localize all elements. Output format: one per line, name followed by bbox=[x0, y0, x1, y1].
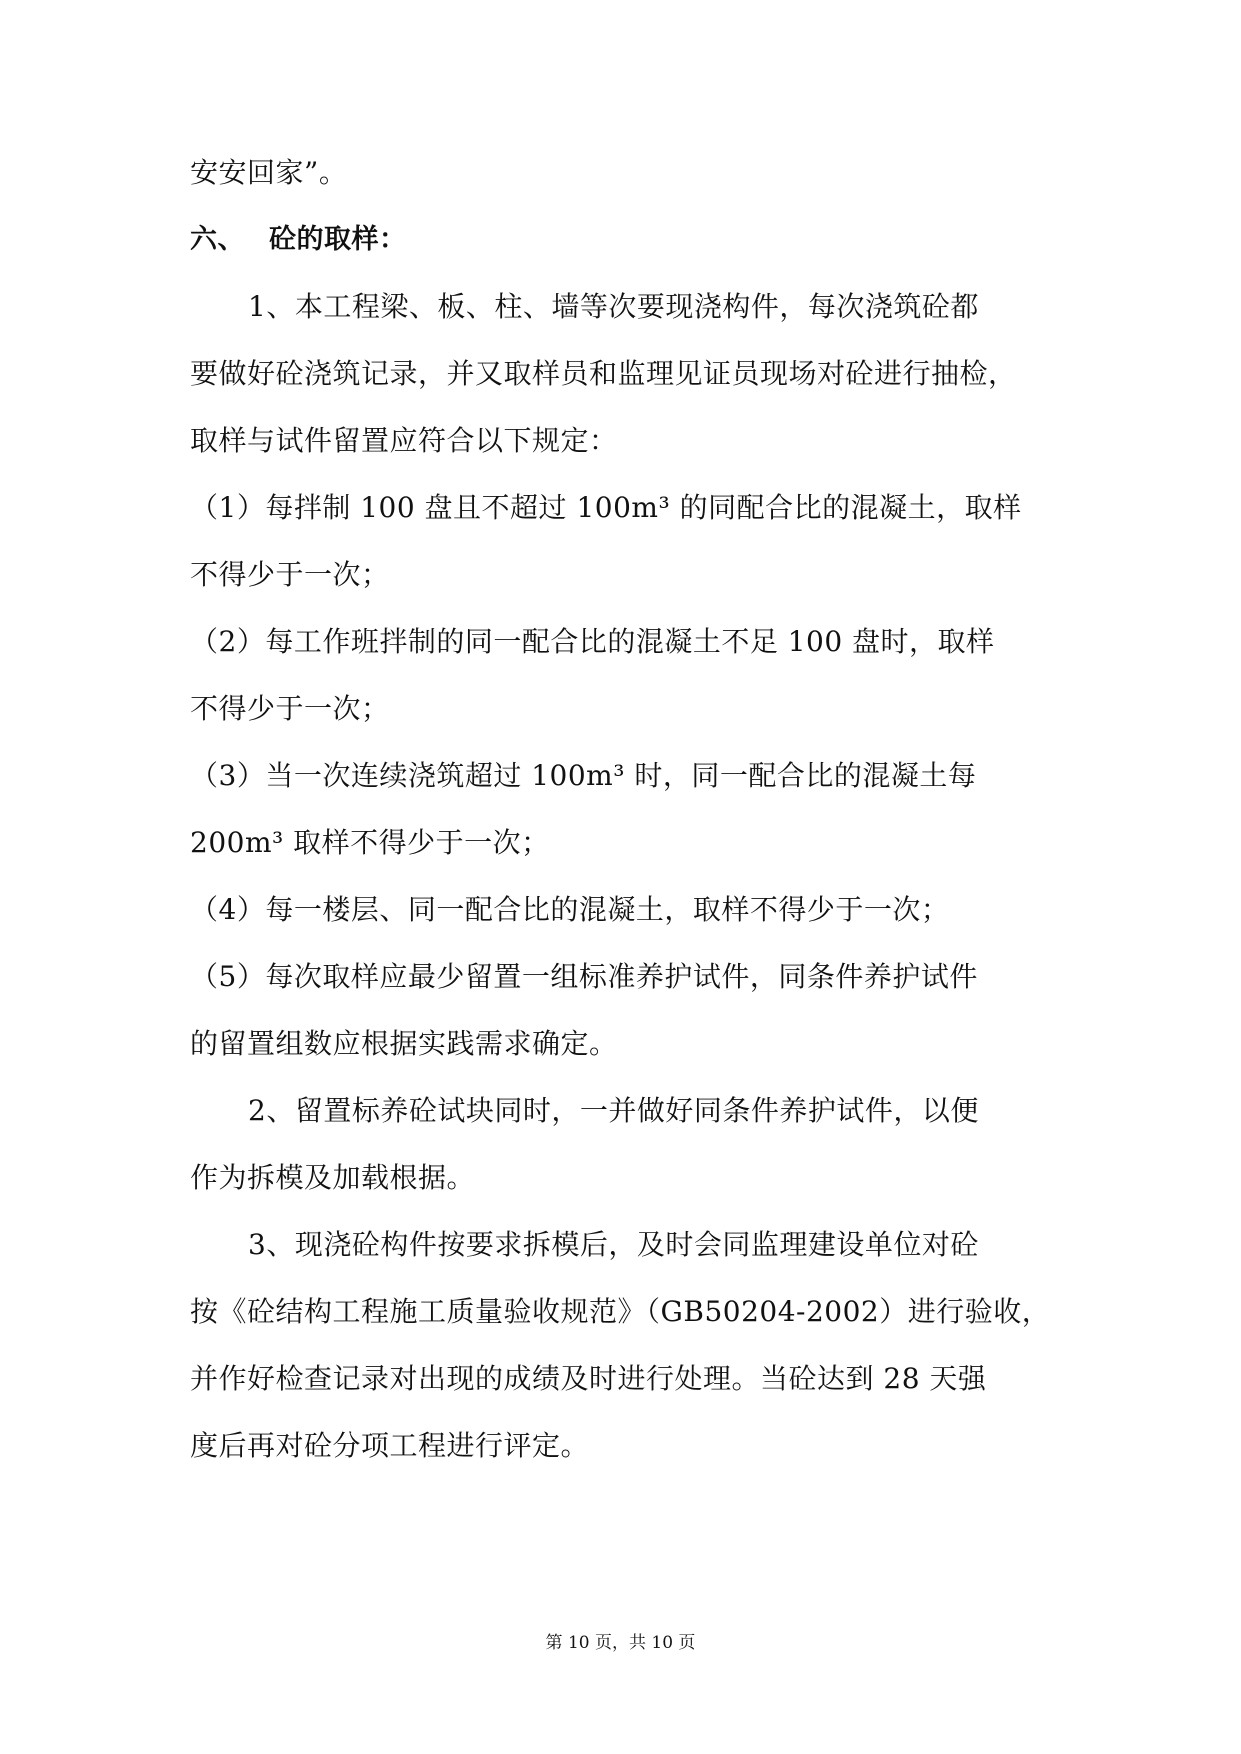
text-line: 安安回家”。 bbox=[190, 156, 348, 189]
text-line: 作为拆模及加载根据。 bbox=[190, 1161, 476, 1194]
text-line: 3、现浇砼构件按要求拆模后，及时会同监理建设单位对砼 bbox=[248, 1228, 979, 1261]
section-heading bbox=[190, 222, 1060, 258]
text-line: （5）每次取样应最少留置一组标准养护试件，同条件养护试件 bbox=[190, 960, 978, 993]
text-line: 的留置组数应根据实践需求确定。 bbox=[190, 1027, 618, 1060]
text-line: （1）每拌制 100 盘且不超过 100m³ 的同配合比的混凝土，取样 bbox=[190, 491, 1022, 524]
text-line: （2）每工作班拌制的同一配合比的混凝土不足 100 盘时，取样 bbox=[190, 625, 995, 658]
text-line: 取样与试件留置应符合以下规定： bbox=[190, 424, 618, 457]
text-line: 不得少于一次； bbox=[190, 692, 390, 725]
text-line: 2、留置标养砼试块同时，一并做好同条件养护试件，以便 bbox=[248, 1094, 979, 1127]
text-line: 1、本工程梁、板、柱、墙等次要现浇构件，每次浇筑砼都 bbox=[248, 290, 979, 323]
section-title: 砼的取样： bbox=[269, 224, 407, 255]
text-line: 度后再对砼分项工程进行评定。 bbox=[190, 1429, 590, 1462]
text-line: 并作好检查记录对出现的成绩及时进行处理。当砼达到 28 天强 bbox=[190, 1362, 987, 1395]
text-line: 不得少于一次； bbox=[190, 558, 390, 591]
document-body bbox=[190, 155, 1060, 1464]
text-line: （4）每一楼层、同一配合比的混凝土，取样不得少于一次； bbox=[190, 893, 950, 926]
section-number: 六、 bbox=[190, 224, 245, 255]
text-line: （3）当一次连续浇筑超过 100m³ 时，同一配合比的混凝土每 bbox=[190, 759, 977, 792]
page-footer: 第 10 页，共 10 页 bbox=[545, 1633, 696, 1653]
text-line: 要做好砼浇筑记录，并又取样员和监理见证员现场对砼进行抽检， bbox=[190, 357, 1017, 390]
text-line: 按《砼结构工程施工质量验收规范》（GB50204-2002）进行验收， bbox=[190, 1295, 1051, 1328]
text-line: 200m³ 取样不得少于一次； bbox=[190, 826, 550, 859]
